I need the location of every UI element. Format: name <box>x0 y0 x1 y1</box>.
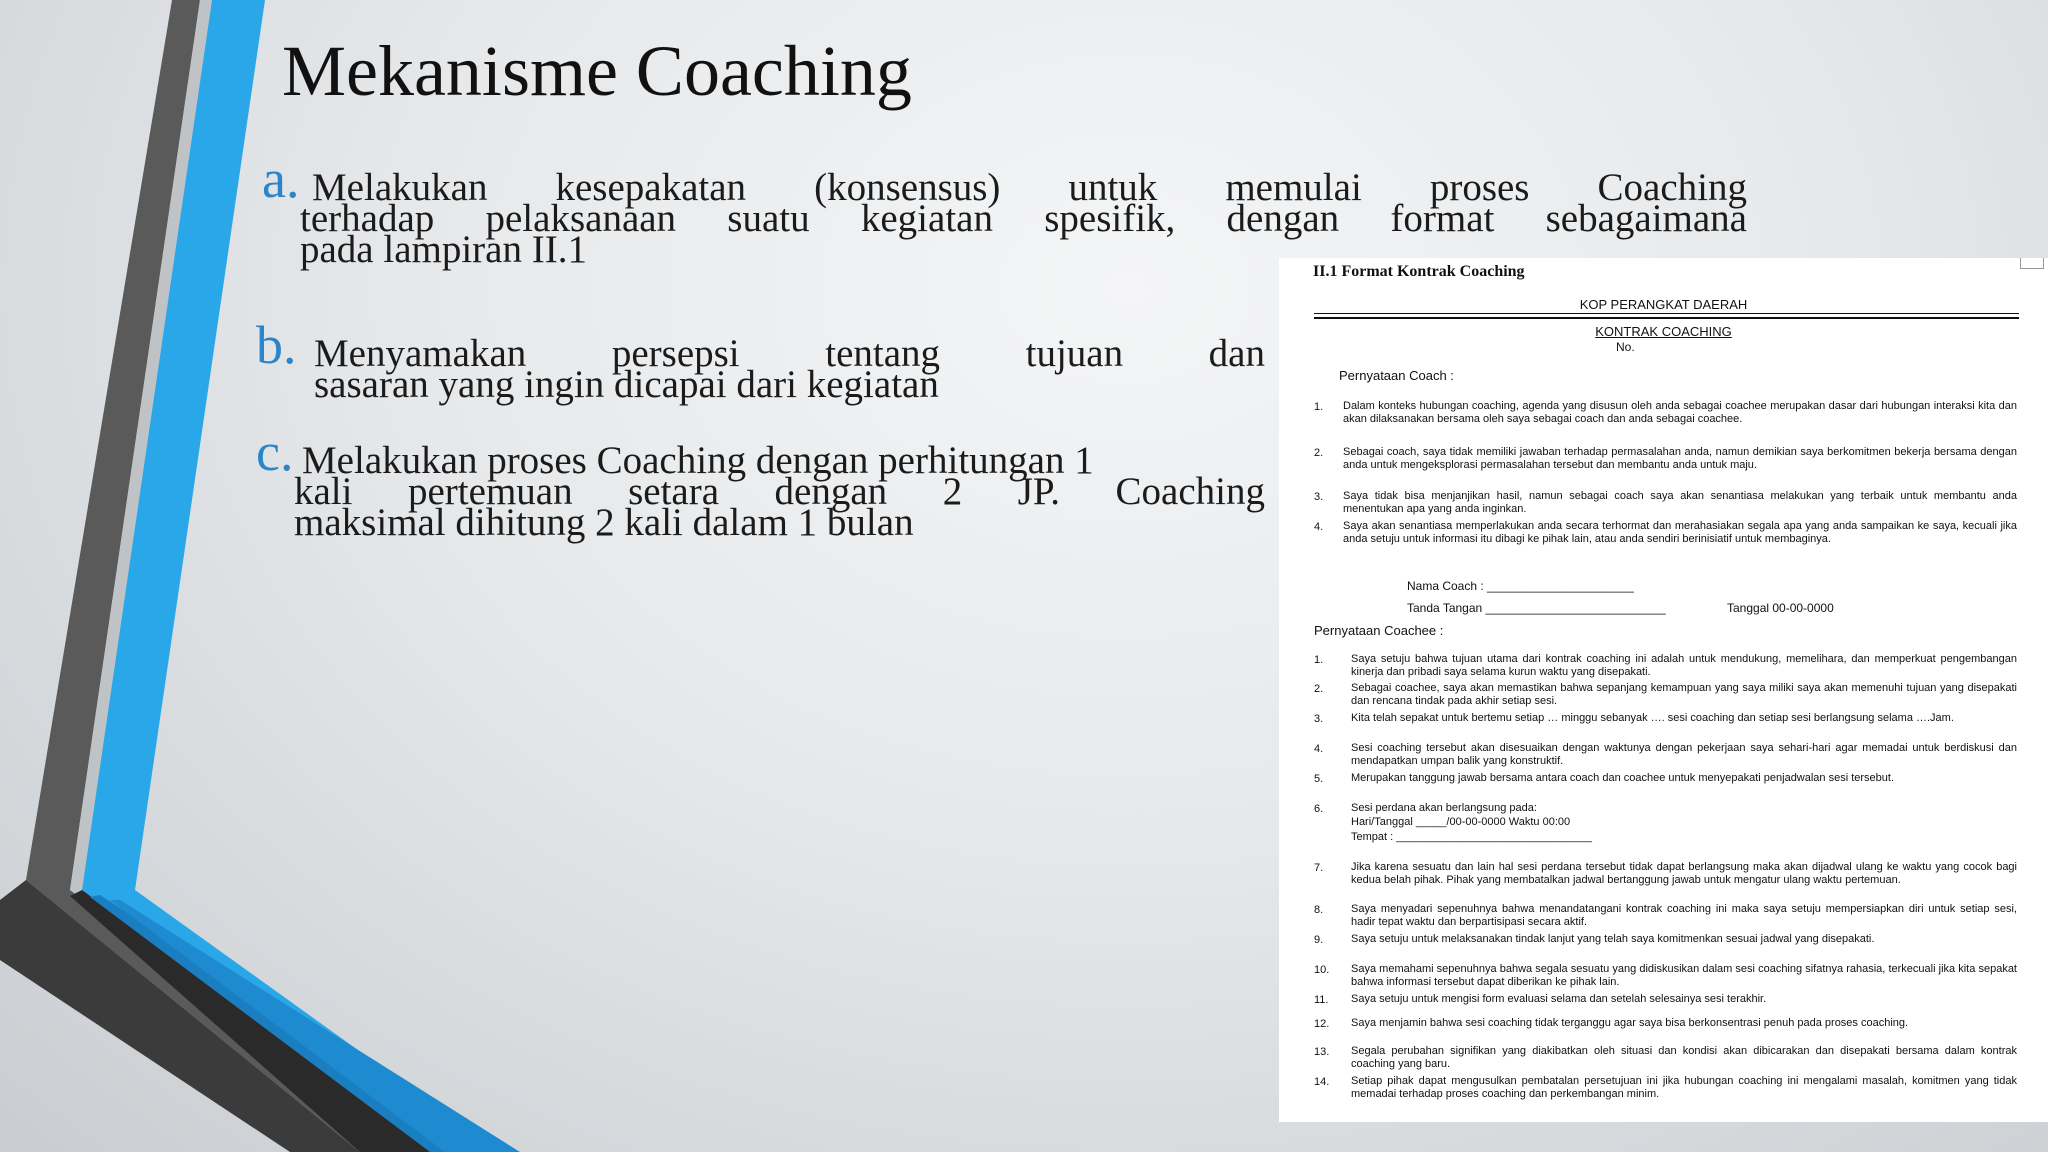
coachee-item-number: 8. <box>1314 904 1324 916</box>
item-line: maksimal dihitung 2 kali dalam 1 bulan <box>294 501 914 544</box>
coachee-item-number: 14. <box>1314 1076 1330 1088</box>
list-item-a <box>262 149 1747 271</box>
coachee-item-text: Saya setuju untuk melaksanakan tindak lanjut yang telah saya komitmenkan sesuai jadwal yang disepakati. <box>1351 933 1875 945</box>
coachee-item-text: Saya menjamin bahwa sesi coaching tidak terganggu agar saya bisa berkonsentrasi penuh pada proses coaching. <box>1351 1017 1909 1029</box>
coach-heading: Pernyataan Coach : <box>1339 368 1454 383</box>
kop-label: KOP PERANGKAT DAERAH <box>1579 297 1748 312</box>
coachee-item-text: Segala perubahan signifikan yang diakibatkan oleh situasi dan kondisi akan dibicarakan dan disepakati bersama dalam kontrak coaching yang baru. <box>1351 1045 2017 1070</box>
coach-item-text: Saya akan senantiasa memperlakukan anda secara terhormat dan merahasiakan segala apa yang anda sampaikan ke saya, kecuali jika anda setuju untuk informasi itu dibagi ke pihak lain, atau anda sendiri berinisiatif untuk membaginya. <box>1343 520 2017 545</box>
coachee-item-text: Setiap pihak dapat mengusulkan pembatalan persetujuan ini jika hubungan coaching ini mengalami masalah, komitmen yang tidak memadai terhadap proses coaching dan perkembangan minim. <box>1351 1075 2017 1100</box>
coach-item-number: 2. <box>1314 447 1324 459</box>
coachee-item-text: Sesi coaching tersebut akan disesuaikan dengan waktunya dengan pekerjaan saya sehari-hari agar memadai untuk berdiskusi dan mendapatkan umpan balik yang konstruktif. <box>1351 742 2017 767</box>
header-rule <box>1314 313 2019 314</box>
item-line: sasaran yang ingin dicapai dari kegiatan <box>314 363 939 406</box>
coachee-item-number: 13. <box>1314 1046 1330 1058</box>
header-rule <box>1314 317 2019 319</box>
coachee-item-text: Sebagai coachee, saya akan memastikan bahwa sepanjang kemampuan yang saya miliki saya akan memenuhi tujuan yang disepakati dan rencana tindak pada akhir setiap sesi. <box>1351 682 2017 707</box>
coachee-item-number: 3. <box>1314 713 1324 725</box>
list-item-c <box>256 422 1265 544</box>
item-line: pada lampiran II.1 <box>300 228 587 271</box>
slide-title: Mekanisme Coaching <box>282 31 912 111</box>
coach-item-number: 4. <box>1314 521 1324 533</box>
item-line: Melakukan proses Coaching dengan perhitungan 1 <box>302 439 1094 482</box>
date-field: Tanggal 00-00-0000 <box>1727 601 1834 615</box>
coachee-item-text: Kita telah sepakat untuk bertemu setiap … minggu sebanyak …. sesi coaching dan setiap sesi berlangsung selama ….Jam. <box>1351 712 1954 724</box>
item-line: terhadap pelaksanaan suatu kegiatan spesifik, dengan format sebagaimana <box>300 197 1747 240</box>
coachee-item-text: Saya menyadari sepenuhnya bahwa menandatangani kontrak coaching ini maka saya setuju mempersiapkan diri untuk setiap sesi, hadir tepat waktu dan berpartisipasi secara aktif. <box>1351 903 2017 928</box>
session-date-field: Hari/Tanggal _____/00-00-0000 Waktu 00:00 <box>1351 816 1571 828</box>
item-line: Menyamakan persepsi tentang tujuan dan <box>314 332 1265 375</box>
coach-sign-field: Tanda Tangan ___________________________ <box>1407 601 1666 615</box>
coachee-item-text: Saya setuju untuk mengisi form evaluasi selama dan setelah selesainya sesi terakhir. <box>1351 993 1767 1005</box>
contract-document-image <box>1279 258 2048 1122</box>
coach-item-text: Dalam konteks hubungan coaching, agenda yang disusun oleh anda sebagai coachee merupakan dasar dari hubungan interaksi kita dan akan dilaksanakan bersama oleh saya sebagai coach dan anda sebagai coachee. <box>1343 400 2017 425</box>
session-place-field: Tempat : ________________________________ <box>1351 831 1593 843</box>
number-label: No. <box>1616 340 1635 354</box>
coachee-item-number: 11. <box>1314 994 1329 1006</box>
coachee-item-number: 2. <box>1314 683 1324 695</box>
coach-item-text: Sebagai coach, saya tidak memiliki jawaban terhadap permasalahan anda, namun demikian saya berkomitmen bekerja bersama dengan anda untuk mengeksplorasi permasalahan tersebut dan membantu anda untuk maju. <box>1343 446 2017 471</box>
coachee-item-number: 9. <box>1314 934 1324 946</box>
list-item-b <box>256 315 1265 406</box>
coachee-item-number: 7. <box>1314 862 1324 874</box>
item-line: kali pertemuan setara dengan 2 JP. Coaching <box>294 470 1265 513</box>
corner-mark <box>2020 258 2044 269</box>
coachee-item-text: Merupakan tanggung jawab bersama antara coach dan coachee untuk menyepakati penjadwalan sesi tersebut. <box>1351 772 1895 784</box>
coachee-item-number: 1. <box>1314 654 1324 666</box>
coachee-item-number: 6. <box>1314 803 1324 815</box>
document-heading: II.1 Format Kontrak Coaching <box>1313 263 1525 280</box>
coach-item-number: 1. <box>1314 401 1324 413</box>
coachee-item-text: Saya memahami sepenuhnya bahwa segala sesuatu yang didiskusikan dalam sesi coaching sifatnya rahasia, terkecuali jika kita sepakat bahwa informasi tersebut dapat diberikan ke pihak lain. <box>1351 963 2017 988</box>
coachee-item-number: 5. <box>1314 773 1324 785</box>
coach-name-field: Nama Coach : ______________________ <box>1407 579 1634 593</box>
coachee-item-number: 12. <box>1314 1018 1330 1030</box>
coachee-heading: Pernyataan Coachee : <box>1314 623 1444 638</box>
item-marker: c. <box>256 422 294 482</box>
item-marker: b. <box>256 315 297 375</box>
coach-item-text: Saya tidak bisa menjanjikan hasil, namun sebagai coach saya akan senantiasa melakukan yang terbaik untuk membantu anda menentukan apa yang anda inginkan. <box>1343 490 2017 515</box>
coachee-item-text: Sesi perdana akan berlangsung pada: <box>1351 802 1537 814</box>
coachee-item-text: Jika karena sesuatu dan lain hal sesi perdana tersebut tidak dapat berlangsung maka akan dijadwal ulang ke waktu yang cocok bagi kedua belah pihak. Pihak yang membatalkan jadwal bertanggung jawab untuk mengatur ulang waktu pertemuan. <box>1351 861 2017 886</box>
coach-item-number: 3. <box>1314 491 1324 503</box>
contract-title: KONTRAK COACHING <box>1595 324 1732 339</box>
item-line: Melakukan kesepakatan (konsensus) untuk memulai proses Coaching <box>312 166 1747 209</box>
coachee-item-number: 10. <box>1314 964 1330 976</box>
coachee-item-text: Saya setuju bahwa tujuan utama dari kontrak coaching ini adalah untuk mendukung, memelihara, dan memperkuat pengembangan kinerja dan pribadi saya selama kurun waktu yang disepakati. <box>1351 653 2017 678</box>
item-marker: a. <box>262 149 300 209</box>
coachee-item-number: 4. <box>1314 743 1324 755</box>
